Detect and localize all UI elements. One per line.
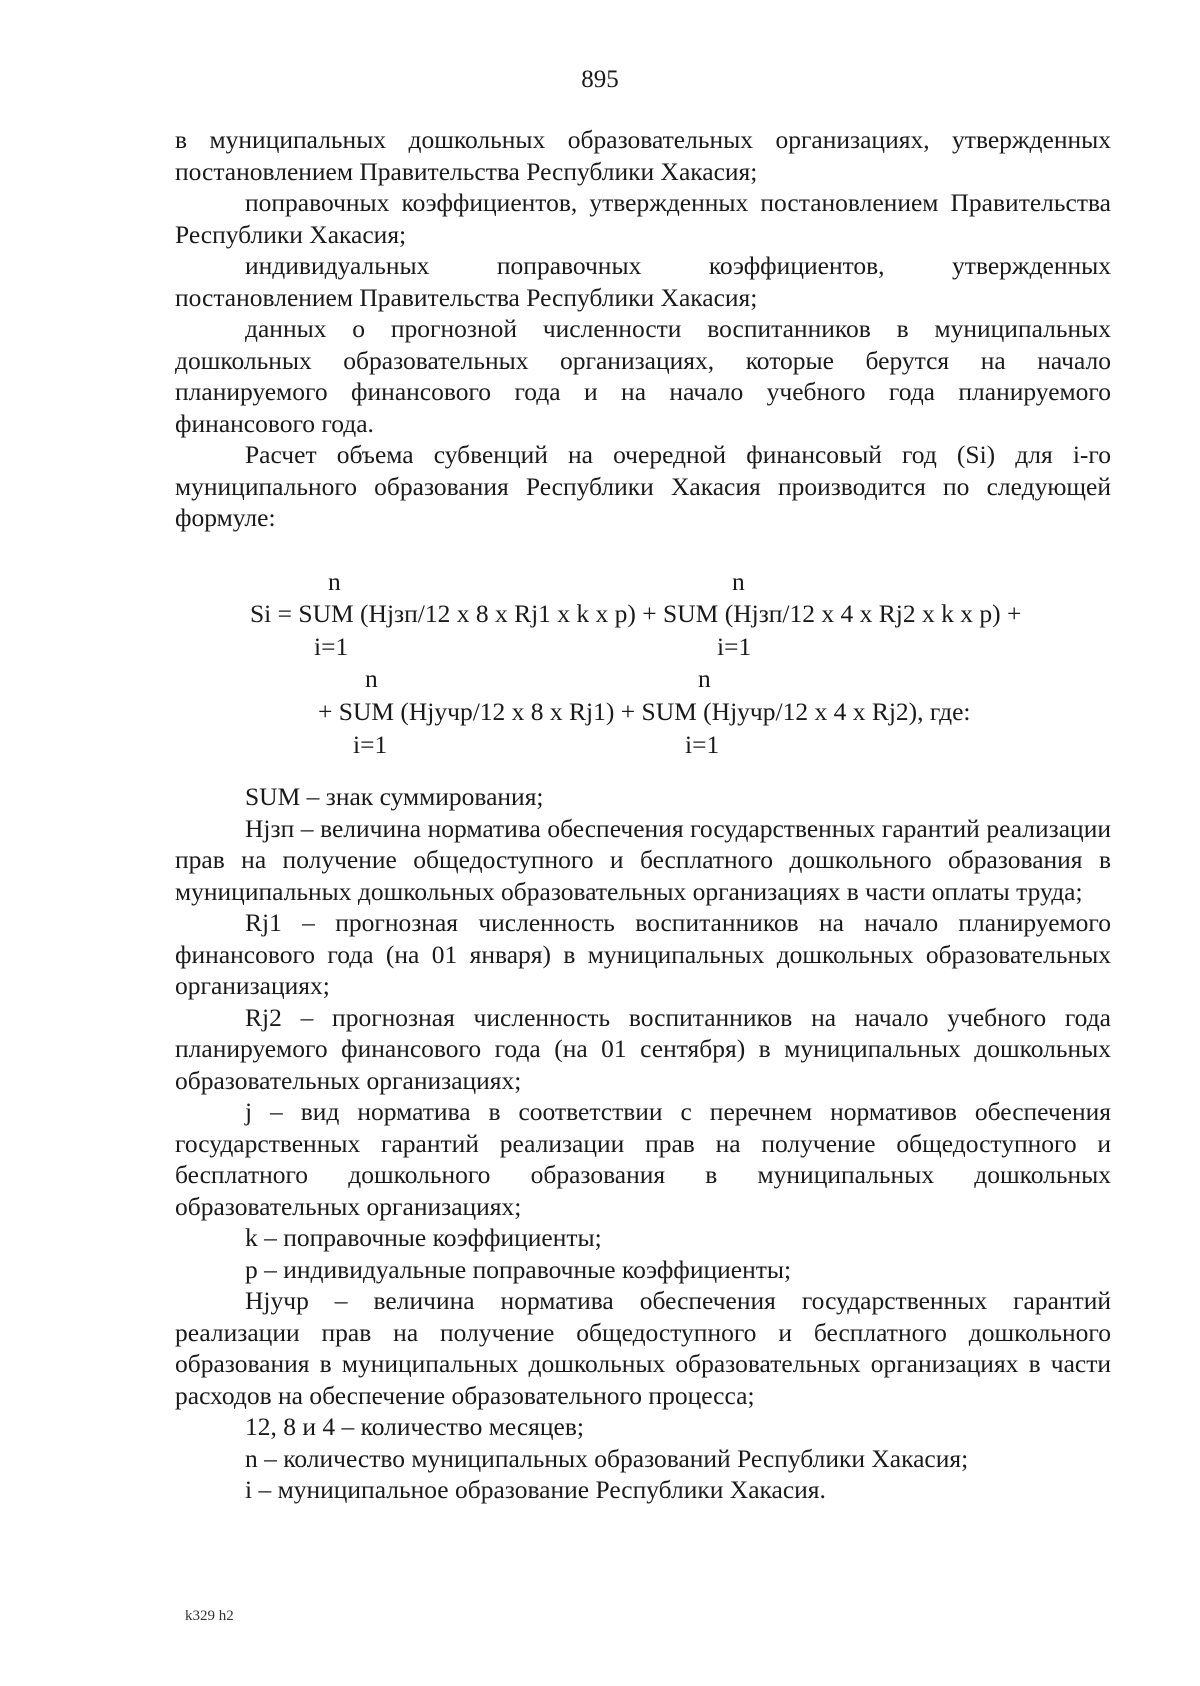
paragraph: Расчет объема субвенций на очередной финансовый год (Si) для i-го муниципального образования Республики Хакасия производится по следующей формуле: bbox=[175, 440, 1111, 532]
formula-superscript-n: n bbox=[365, 664, 378, 693]
page-number: 895 bbox=[581, 66, 619, 93]
formula-subscript-i: i=1 bbox=[717, 632, 752, 661]
formula-superscript-n: n bbox=[698, 664, 711, 693]
formula-line-1: Si = SUM (Hjзп/12 х 8 х Rj1 х k х p) + SUM (Hjзп/12 х 4 х Rj2 х k х p) + bbox=[250, 599, 1022, 628]
paragraph: SUM – знак суммирования; bbox=[245, 782, 544, 811]
paragraph: в муниципальных дошкольных образовательных организациях, утвержденных постановлением Правительства Республики Хакасия; bbox=[175, 125, 1111, 186]
paragraph: n – количество муниципальных образований Республики Хакасия; bbox=[245, 1443, 969, 1473]
formula-superscript-n: n bbox=[732, 567, 745, 596]
formula-superscript-n: n bbox=[328, 567, 341, 596]
paragraph: данных о прогнозной численности воспитанников в муниципальных дошкольных образовательных организациях, которые берутся на начало планируемого финансового года и на начало учебного года планируемого финансового года. bbox=[175, 314, 1111, 438]
paragraph: Rj1 – прогнозная численность воспитанников на начало планируемого финансового года (на 01 января) в муниципальных дошкольных образовательных организациях; bbox=[175, 908, 1111, 1000]
paragraph: индивидуальных поправочных коэффициентов, утвержденных постановлением Правительства Республики Хакасия; bbox=[175, 251, 1111, 312]
paragraph: p – индивидуальные поправочные коэффициенты; bbox=[245, 1254, 792, 1284]
formula-subscript-i: i=1 bbox=[314, 632, 349, 661]
formula-subscript-i: i=1 bbox=[353, 730, 388, 759]
paragraph: i – муниципальное образование Республики Хакасия. bbox=[245, 1475, 826, 1504]
paragraph: j – вид норматива в соответствии с перечнем нормативов обеспечения государственных гарантий реализации прав на получение общедоступного и бесплатного дошкольного образования в муниципальных дошкольных образовательных организациях; bbox=[175, 1097, 1111, 1221]
paragraph: Hjзп – величина норматива обеспечения государственных гарантий реализации прав на получение общедоступного и бесплатного дошкольного образования в муниципальных дошкольных образовательных организациях в части оплаты труда; bbox=[175, 813, 1111, 906]
document-code: k329 h2 bbox=[185, 1608, 234, 1624]
paragraph: поправочных коэффициентов, утвержденных постановлением Правительства Республики Хакасия; bbox=[175, 188, 1111, 249]
paragraph: 12, 8 и 4 – количество месяцев; bbox=[245, 1412, 584, 1441]
paragraph: Hjучр – величина норматива обеспечения государственных гарантий реализации прав на получение общедоступного и бесплатного дошкольного образования в муниципальных дошкольных образовательных организациях в части расходов на обеспечение образовательного процесса; bbox=[175, 1286, 1111, 1410]
paragraph: k – поправочные коэффициенты; bbox=[245, 1223, 602, 1252]
text-block-bottom bbox=[175, 781, 1111, 1506]
paragraph: Rj2 – прогнозная численность воспитанников на начало учебного года планируемого финансового года (на 01 сентября) в муниципальных дошкольных образовательных организациях; bbox=[175, 1002, 1111, 1095]
formula-line-2: + SUM (Hjучр/12 х 8 х Rj1) + SUM (Hjучр/12 х 4 х Rj2), где: bbox=[318, 697, 971, 726]
formula-subscript-i: i=1 bbox=[685, 730, 720, 759]
